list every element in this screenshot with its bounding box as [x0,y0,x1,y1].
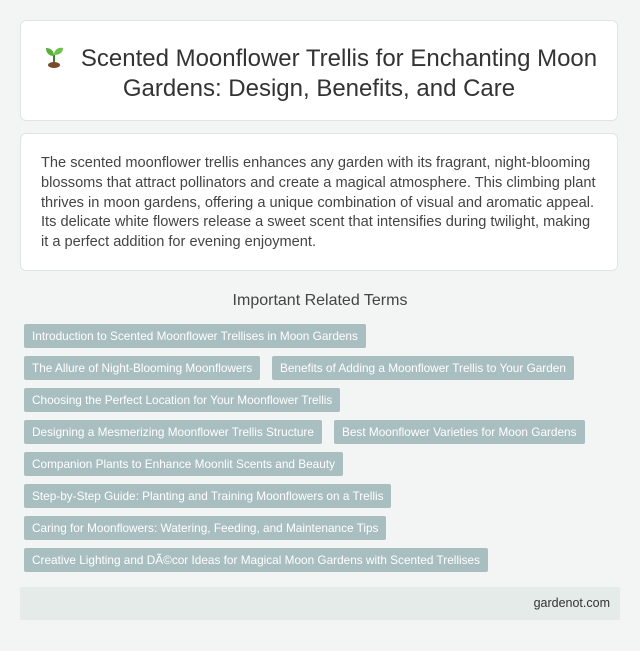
related-term-tag[interactable]: Creative Lighting and DÃ©cor Ideas for Magical Moon Gardens with Scented Trellises [24,548,488,572]
page-title [21,43,617,104]
sprout-icon [41,43,67,69]
related-term-tag[interactable]: The Allure of Night-Blooming Moonflowers [24,356,260,380]
related-term-tag[interactable]: Introduction to Scented Moonflower Trellises in Moon Gardens [24,324,366,348]
title-card [20,20,618,121]
related-term-tag[interactable]: Designing a Mesmerizing Moonflower Trellis Structure [24,420,322,444]
related-term-tag[interactable]: Caring for Moonflowers: Watering, Feeding, and Maintenance Tips [24,516,386,540]
related-terms-heading: Important Related Terms [232,292,408,309]
footer [20,587,620,620]
related-term-tag[interactable]: Companion Plants to Enhance Moonlit Scents and Beauty [24,452,343,476]
related-term-tag[interactable]: Step-by-Step Guide: Planting and Training Moonflowers on a Trellis [24,484,391,508]
related-term-tag[interactable]: Choosing the Perfect Location for Your Moonflower Trellis [24,388,340,412]
intro-card [20,133,618,271]
page-title-text: Scented Moonflower Trellis for Enchanting Moon Gardens: Design, Benefits, and Care [80,45,598,102]
intro-paragraph: The scented moonflower trellis enhances any garden with its fragrant, night-blooming blossoms that attract pollinators and create a magical atmosphere. This climbing plant thrives in moon gardens, offering a unique combination of visual and aromatic appeal. Its delicate white flowers release a sweet scent that intensifies during twilight, making it a perfect addition for evening enjoyment. [41,155,596,251]
related-term-tag[interactable]: Benefits of Adding a Moonflower Trellis to Your Garden [272,356,574,380]
related-term-tag[interactable]: Best Moonflower Varieties for Moon Gardens [334,420,585,444]
footer-site-link[interactable]: gardenot.com [533,596,610,610]
